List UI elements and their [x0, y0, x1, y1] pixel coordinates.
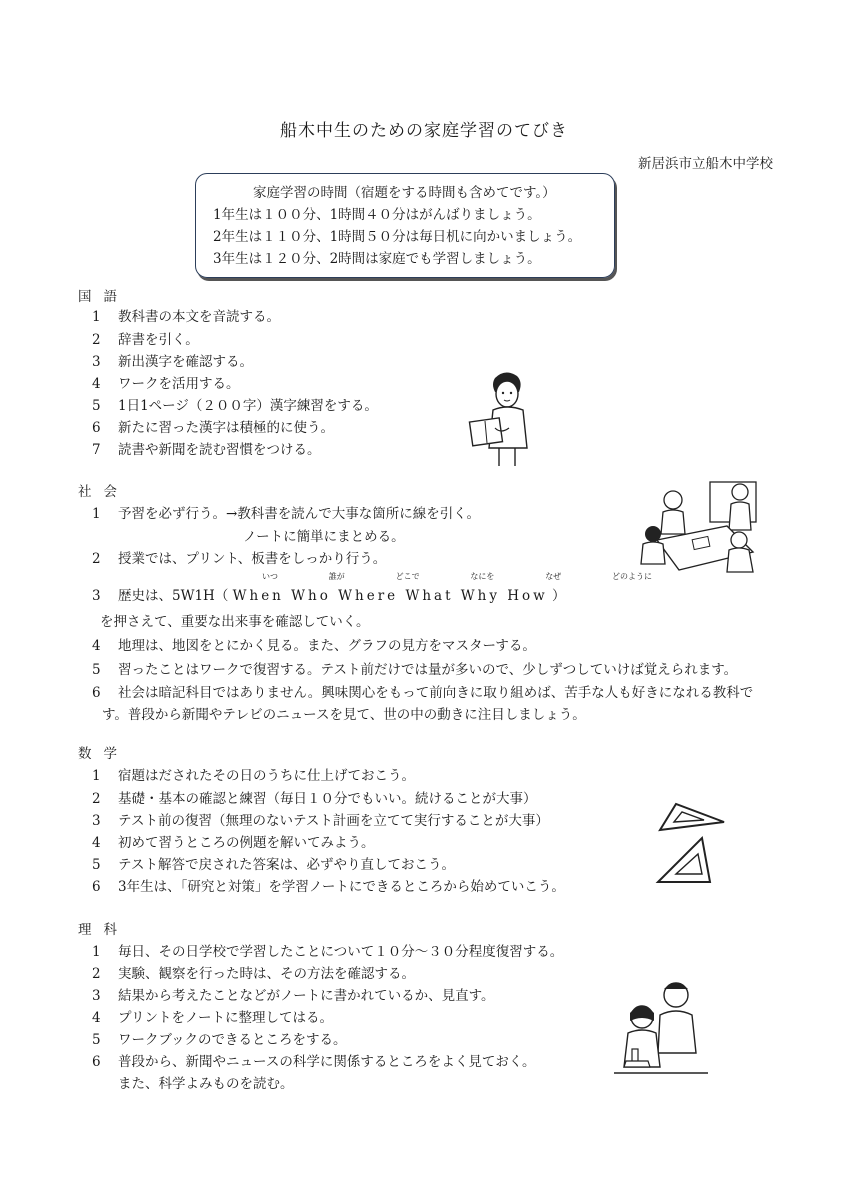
boy-reading-illustration: [465, 368, 545, 468]
shakai-item-continuation: ノートに簡単にまとめる。: [243, 529, 405, 545]
rika-item: 1 毎日、その日学校で学習したことについて１０分～３０分程度復習する。: [92, 944, 564, 960]
study-time-line-2: 2年生は１１０分、1時間５０分は毎日机に向かいましょう。: [213, 229, 582, 245]
kokugo-item: 2 辞書を引く。: [92, 332, 199, 348]
triangle-rulers-illustration: [652, 800, 732, 885]
classroom-group-illustration: [635, 478, 760, 578]
rika-item: 5 ワークブックのできるところをする。: [92, 1032, 347, 1048]
section-heading-sugaku: 数学: [78, 746, 129, 762]
sugaku-item: 6 3年生は、「研究と対策」を学習ノートにできるところから始めていこう。: [92, 879, 565, 895]
shakai-item: 6 社会は暗記科目ではありません。興味関心をもって前向きに取り組めば、苦手な人も好きになれる教科で: [92, 685, 754, 701]
rika-item: 2 実験、観察を行った時は、その方法を確認する。: [92, 966, 415, 982]
rika-item: 6 普段から、新聞やニュースの科学に関係するところをよく見ておく。: [92, 1054, 536, 1070]
sugaku-item: 2 基礎・基本の確認と練習（毎日１０分でもいい。続けることが大事）: [92, 791, 537, 807]
shakai-item-continuation: を押さえて、重要な出来事を確認していく。: [100, 614, 370, 630]
kokugo-item: 4 ワークを活用する。: [92, 376, 240, 392]
shakai-item: 1 予習を必ず行う。→教科書を読んで大事な箇所に線を引く。: [92, 506, 481, 522]
5w1h-ruby: いつ 誰が どこで なにを なぜ どのように: [262, 572, 652, 581]
study-time-lines: [213, 182, 581, 270]
section-heading-rika: 理科: [78, 922, 129, 938]
kokugo-item: 6 新たに習った漢字は積極的に使う。: [92, 420, 334, 436]
section-heading-kokugo: 国語: [78, 289, 129, 305]
kokugo-item: 3 新出漢字を確認する。: [92, 354, 253, 370]
school-name: 新居浜市立船木中学校: [638, 156, 773, 172]
shakai-item-continuation: す。普段から新聞やテレビのニュースを見て、世の中の動きに注目しましょう。: [102, 707, 586, 723]
kokugo-item: 1 教科書の本文を音読する。: [92, 309, 280, 325]
sugaku-item: 5 テスト解答で戻された答案は、必ずやり直しておこう。: [92, 857, 455, 873]
kokugo-item: 5 1日1ページ（２００字）漢字練習をする。: [92, 398, 378, 414]
page-title: 船木中生のための家庭学習のてびき: [280, 121, 568, 141]
sugaku-item: 4 初めて習うところの例題を解いてみよう。: [92, 835, 375, 851]
kokugo-item: 7 読書や新聞を読む習慣をつける。: [92, 442, 321, 458]
shakai-item: 2 授業では、プリント、板書をしっかり行う。: [92, 551, 387, 567]
rika-item-continuation: また、科学よみものを読む。: [118, 1076, 294, 1092]
microscope-students-illustration: [610, 975, 710, 1075]
shakai-item: 4 地理は、地図をとにかく見る。また、グラフの見方をマスターする。: [92, 638, 536, 654]
study-time-heading: 家庭学習の時間（宿題をする時間も含めてです。）: [253, 185, 556, 201]
sugaku-item: 3 テスト前の復習（無理のないテスト計画を立てて実行することが大事）: [92, 813, 549, 829]
sugaku-item: 1 宿題はだされたその日のうちに仕上げておこう。: [92, 768, 415, 784]
study-time-line-1: 1年生は１００分、1時間４０分はがんばりましょう。: [213, 207, 541, 223]
shakai-item-5w1h: 3 歴史は、5W1H（ When Who Where What Why How ）: [92, 588, 566, 604]
rika-item: 4 プリントをノートに整理してはる。: [92, 1010, 334, 1026]
shakai-item: 5 習ったことはワークで復習する。テスト前だけでは量が多いので、少しずつしていけば覚えられます。: [92, 662, 738, 678]
rika-item: 3 結果から考えたことなどがノートに書かれているか、見直す。: [92, 988, 495, 1004]
study-time-line-3: 3年生は１２０分、2時間は家庭でも学習しましょう。: [213, 251, 541, 267]
section-heading-shakai: 社会: [78, 484, 129, 500]
